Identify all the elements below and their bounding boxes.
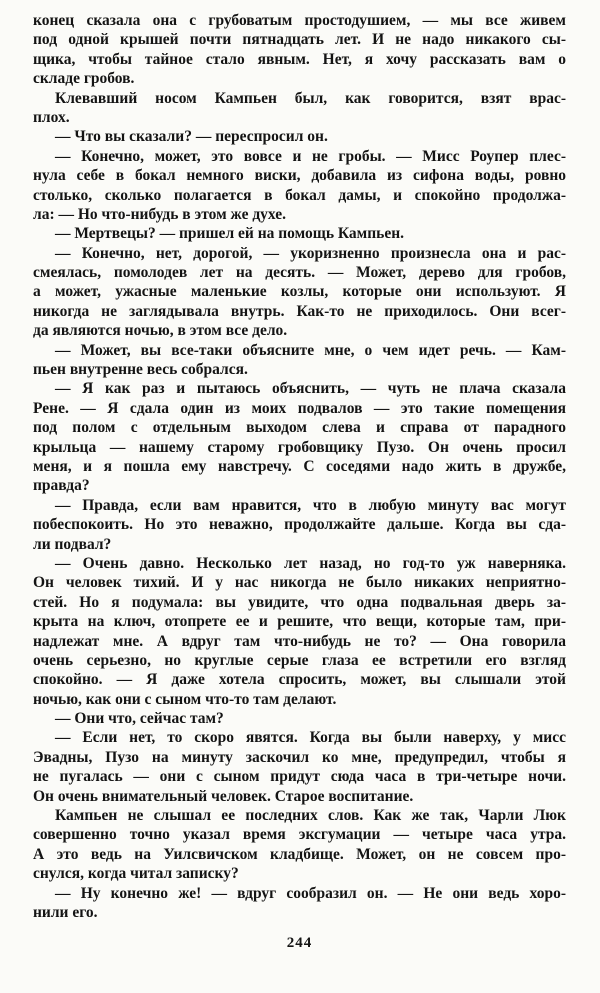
paragraph (33, 496, 566, 554)
text-line: столько, сколько полагается в бокал дамы, и спокойно продолжа- (33, 186, 566, 204)
text-line: складе гробов. (33, 70, 135, 88)
paragraph (33, 127, 566, 146)
text-line: не пугалась — они с сыном придут сюда часа в три-четыре ночи. (33, 768, 566, 786)
paragraph (33, 147, 566, 225)
paragraph (33, 728, 566, 806)
text-line: Кампьен не слышал ее последних слов. Как же так, Чарли Люк (55, 807, 566, 825)
text-line: — Правда, если вам нравится, что в любую минуту вас могут (55, 496, 566, 514)
text-line: меня, и я пошла ему навстречу. С соседями надо жить в дружбе, (33, 457, 566, 475)
text-line: Он очень внимательный человек. Старое воспитание. (33, 787, 414, 805)
text-line: побеспокоить. Но это неважно, продолжайте дальше. Когда вы сда- (33, 516, 566, 534)
text-line: — Может, вы все-таки объясните мне, о чем идет речь. — Кам- (55, 341, 566, 359)
text-line: крыта на ключ, отопрете ее и решите, что вещи, которые там, при- (33, 613, 566, 631)
text-line: ли подвал? (33, 535, 112, 553)
paragraph (33, 11, 566, 89)
text-line: нула себе в бокал немного виски, добавила из сифона воды, ровно (33, 167, 566, 185)
page-number: 244 (286, 935, 313, 952)
text-line: спокойно. — Я даже хотела спросить, может, вы слышали этой (33, 671, 566, 689)
paragraph (33, 709, 566, 728)
text-line: пьен внутренне весь собрался. (33, 361, 248, 379)
text-line: под полом с отдельным выходом слева и справа от парадного (33, 419, 566, 437)
text-line: Клевавший носом Кампьен был, как говорится, взят врас- (55, 89, 566, 107)
paragraph (33, 554, 566, 709)
text-line: — Я как раз и пытаюсь объяснить, — чуть не плача сказала (55, 380, 566, 398)
text-line: А это ведь на Уилсвичском кладбище. Может, он не совсем про- (33, 845, 566, 863)
text-line: да являются ночью, в этом все дело. (33, 322, 288, 340)
text-line: стей. Но я подумала: вы увидите, что одна подвальная дверь за- (33, 593, 566, 611)
paragraph (33, 341, 566, 380)
text-line: а может, ужасные маленькие козлы, которые они используют. Я (33, 283, 566, 301)
text-line: крыльца — нашему старому гробовщику Пузо. Он очень просил (33, 438, 566, 456)
text-line: — Конечно, может, это вовсе и не гробы. — Мисс Роупер плес- (55, 147, 566, 165)
paragraph (33, 379, 566, 495)
text-line: — Если нет, то скоро явятся. Когда вы были наверху, у мисс (55, 729, 566, 747)
text-line: — Что вы сказали? — переспросил он. (55, 128, 328, 146)
text-line: никогда не заглядывала внутрь. Как-то не приходилось. Они всег- (33, 302, 566, 320)
text-line: Он человек тихий. И у нас никогда не было никаких неприятно- (33, 574, 566, 592)
text-block (33, 11, 566, 922)
paragraph (33, 244, 566, 341)
text-line: Рене. — Я сдала один из моих подвалов — это такие помещения (33, 399, 566, 417)
text-line: — Мертвецы? — пришел ей на помощь Кампьен. (55, 225, 405, 243)
text-line: правда? (33, 477, 90, 495)
text-line: снулся, когда читал записку? (33, 865, 239, 883)
text-line: очень серьезно, но круглые серые глаза ее встретили его взгляд (33, 651, 566, 669)
text-line: — Они что, сейчас там? (55, 710, 224, 728)
text-line: под одной крышей почти пятнадцать лет. И не надо никакого сы- (33, 31, 566, 49)
paragraph (33, 884, 566, 923)
text-line: нили его. (33, 903, 98, 921)
text-line: смеялась, помолодев лет на десять. — Может, дерево для гробов, (33, 264, 566, 282)
text-line: плох. (33, 108, 70, 126)
text-line: — Очень давно. Несколько лет назад, но год-то уж наверняка. (55, 554, 566, 572)
text-line: Эвадны, Пузо на минуту заскочил ко мне, предупредил, чтобы я (33, 748, 566, 766)
text-line: — Ну конечно же! — вдруг сообразил он. — Не они ведь хоро- (55, 884, 566, 902)
text-line: надлежат мне. А вдруг там что-нибудь не то? — Она говорила (33, 632, 566, 650)
text-line: совершенно точно указал время эксгумации — четыре часа утра. (33, 826, 566, 844)
paragraph (33, 806, 566, 884)
text-line: — Конечно, нет, дорогой, — укоризненно произнесла она и рас- (55, 244, 566, 262)
paragraph (33, 224, 566, 243)
text-line: конец сказала она с грубоватым простодушием, — мы все живем (33, 12, 566, 29)
text-line: ночью, как они с сыном что-то там делают. (33, 690, 337, 708)
paragraph (33, 89, 566, 128)
text-line: щика, чтобы тайное стало явным. Нет, я хочу рассказать вам о (33, 50, 566, 68)
text-line: ла: — Но что-нибудь в этом же духе. (33, 205, 287, 223)
